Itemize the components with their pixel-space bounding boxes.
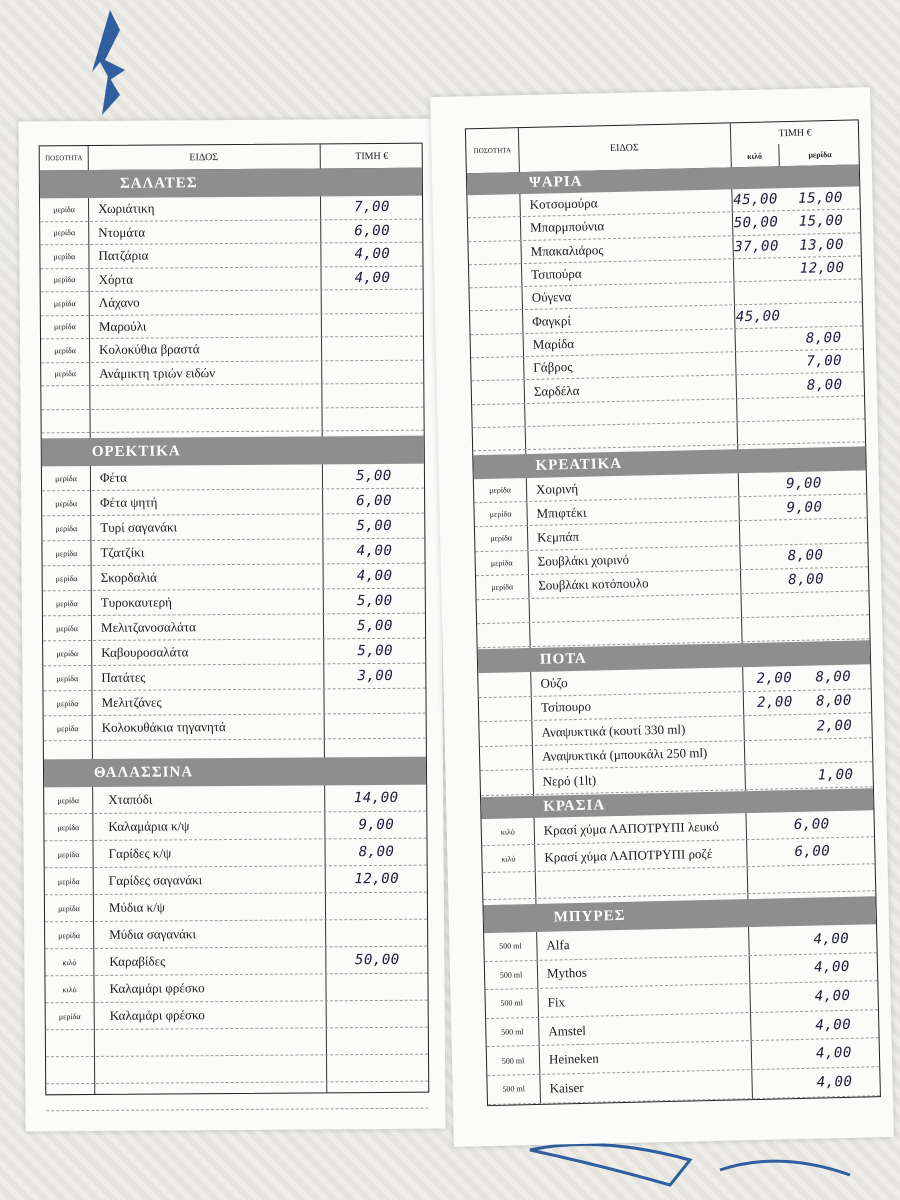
section-band: ΠΟΤΑ — [478, 640, 870, 673]
handwritten-price-secondary — [784, 396, 866, 420]
menu-row — [42, 539, 424, 567]
section-band: ΜΠΥΡΕΣ — [483, 896, 876, 933]
item-name: Μύδια σαγανάκι — [109, 926, 197, 942]
handwritten-price-secondary: 8,00 — [806, 376, 843, 394]
item-name: Γαρίδες σαγανάκι — [108, 872, 203, 888]
item-name: Τσίπουρο — [540, 698, 592, 716]
handwritten-price — [756, 592, 857, 617]
portion-unit: μερίδα — [57, 795, 80, 805]
portion-unit — [472, 380, 524, 403]
portion-unit: 500 ml — [501, 1027, 524, 1037]
handwritten-price — [737, 421, 785, 444]
menu-row — [40, 219, 422, 245]
handwritten-price: 4,00 — [354, 269, 391, 286]
item-name: Αναψυκτικά (μπουκάλι 250 ml) — [541, 745, 708, 765]
portion-unit: μερίδα — [57, 822, 80, 832]
item-name: Καλαμάρι φρέσκο — [109, 980, 205, 996]
menu-row — [45, 920, 427, 950]
portion-unit — [41, 409, 89, 432]
handwritten-price — [755, 715, 796, 739]
portion-unit: κιλό — [62, 984, 77, 994]
item-name: Κρασί χύμα ΛΑΠΟΤΡΥΠΙ ροζέ — [544, 845, 713, 865]
menu-row — [43, 689, 425, 717]
portion-unit: μερίδα — [56, 698, 79, 708]
portion-unit — [473, 427, 525, 450]
item-name — [104, 1084, 110, 1110]
item-name: Καλαμάρι φρέσκο — [109, 1007, 205, 1023]
handwritten-price-secondary: 8,00 — [815, 692, 852, 710]
portion-unit — [469, 287, 521, 310]
item-name: Ανάμικτη τριών ειδών — [99, 364, 216, 381]
portion-unit: μερίδα — [58, 903, 80, 913]
kilo-header: κιλό — [747, 151, 763, 161]
item-name: Μύδια κ/ψ — [108, 899, 166, 915]
menu-row — [43, 589, 425, 617]
handwritten-price — [734, 328, 782, 351]
handwritten-price — [321, 337, 425, 360]
handwritten-price: 4,00 — [356, 567, 393, 585]
item-header: ΕΙΔΟΣ — [189, 151, 219, 163]
portion-header: μερίδα — [778, 142, 860, 166]
handwritten-price: 45,00 — [733, 191, 779, 209]
handwritten-price: 12,00 — [354, 870, 400, 888]
handwritten-price: 4,00 — [816, 1073, 853, 1091]
handwritten-price-secondary: 8,00 — [805, 329, 842, 347]
item-name: Φαγκρί — [532, 312, 572, 329]
handwritten-price: 5,00 — [356, 517, 393, 535]
menu-row — [44, 714, 426, 742]
handwritten-price: 4,00 — [815, 1016, 852, 1034]
item-name: Ούγενα — [531, 289, 572, 306]
menu-row — [42, 514, 424, 542]
handwritten-price: 2,00 — [756, 669, 793, 687]
portion-unit: μερίδα — [56, 673, 79, 683]
portion-unit — [46, 1030, 94, 1056]
menu-row — [41, 360, 423, 386]
price-header: ΤΙΜΗ € — [778, 126, 812, 139]
handwritten-price: 6,00 — [793, 816, 830, 834]
handwritten-price — [326, 1082, 430, 1109]
portion-unit: 500 ml — [499, 970, 523, 980]
menu-row — [42, 464, 424, 492]
menu-row — [46, 1055, 428, 1085]
handwritten-price: 50,00 — [733, 214, 779, 232]
handwritten-price-secondary: 13,00 — [799, 236, 845, 254]
item-name: Μελιτζάνες — [101, 694, 162, 710]
item-name: Mythos — [546, 965, 587, 982]
portion-unit: μερίδα — [53, 298, 76, 308]
item-name: Kaiser — [549, 1079, 584, 1096]
right-menu-table — [465, 119, 881, 1106]
portion-unit: μερίδα — [55, 473, 77, 483]
menu-row — [45, 839, 427, 869]
handwritten-price-secondary: 2,00 — [816, 717, 853, 735]
portion-unit — [472, 404, 524, 427]
handwritten-price — [733, 281, 781, 304]
section-band: ΚΡΑΣΙΑ — [481, 788, 873, 819]
item-name: Μαρίδα — [532, 335, 575, 352]
menu-row — [46, 1001, 428, 1031]
portion-unit: κιλό — [500, 826, 515, 837]
handwritten-price: 4,00 — [814, 987, 851, 1005]
item-name — [529, 427, 536, 449]
handwritten-price: 8,00 — [788, 571, 825, 589]
item-name — [93, 409, 99, 432]
item-name: Τσιπούρα — [531, 265, 582, 282]
portion-unit: 500 ml — [501, 1055, 525, 1066]
item-name — [533, 623, 540, 646]
portion-unit: μερίδα — [491, 582, 514, 592]
item-name: Fix — [547, 994, 566, 1010]
portion-unit: κιλό — [501, 853, 516, 864]
handwritten-price: 8,00 — [358, 843, 395, 861]
portion-unit: μερίδα — [55, 598, 78, 608]
handwritten-price: 5,00 — [357, 642, 394, 660]
portion-unit: μερίδα — [56, 723, 79, 733]
handwritten-price: 14,00 — [353, 789, 399, 807]
portion-unit: μερίδα — [489, 485, 512, 495]
handwritten-price: 9,00 — [786, 499, 823, 516]
section-band: ΚΡΕΑΤΙΚΑ — [473, 446, 865, 479]
portion-unit: 500 ml — [502, 1084, 525, 1095]
handwritten-price: 8,00 — [787, 547, 824, 565]
item-name — [539, 872, 546, 898]
handwritten-price: 9,00 — [358, 816, 395, 834]
item-name: Κοτσομούρα — [529, 195, 598, 213]
qty-header: ΠΟΣΟΤΗΤΑ — [473, 146, 512, 156]
handwritten-price: 37,00 — [734, 237, 780, 255]
handwritten-price — [325, 974, 429, 1001]
handwritten-price — [736, 398, 784, 421]
handwritten-price: 4,00 — [813, 930, 850, 948]
item-name: Τυρί σαγανάκι — [100, 519, 178, 535]
item-name: Μελιτζανοσαλάτα — [100, 619, 197, 635]
menu-row — [43, 639, 425, 667]
handwritten-price: 50,00 — [354, 951, 400, 969]
handwritten-price-secondary: 15,00 — [798, 213, 844, 231]
portion-unit — [479, 721, 532, 746]
item-name: Καραβίδες — [109, 953, 166, 969]
portion-unit: μερίδα — [56, 648, 79, 658]
handwritten-price — [321, 360, 425, 383]
portion-unit: μερίδα — [53, 322, 76, 332]
left-menu-page — [18, 119, 445, 1132]
price-header: ΤΙΜΗ € — [355, 150, 389, 162]
portion-unit: μερίδα — [53, 204, 76, 214]
item-name: Χοιρινή — [535, 480, 579, 497]
portion-unit: μερίδα — [54, 345, 76, 355]
left-menu-table — [39, 143, 430, 1096]
handwritten-price: 7,00 — [354, 199, 391, 216]
portion-unit: μερίδα — [55, 548, 78, 558]
portion-unit — [470, 311, 522, 334]
handwritten-price: 5,00 — [356, 592, 393, 610]
section-band: ΨΑΡΙΑ — [467, 164, 859, 195]
portion-unit — [477, 623, 530, 647]
item-name: Τζατζίκι — [100, 544, 145, 560]
portion-unit — [483, 872, 536, 899]
handwritten-price: 4,00 — [815, 1044, 852, 1062]
handwritten-price — [755, 519, 856, 544]
portion-unit: μερίδα — [57, 876, 80, 886]
handwritten-price: 3,00 — [357, 667, 394, 685]
item-name: Κρασί χύμα ΛΑΠΟΤΡΥΠΙ λευκό — [543, 818, 719, 838]
item-name: Μπαρμπούνια — [529, 218, 605, 236]
handwritten-price: 6,00 — [354, 222, 391, 239]
handwritten-price — [323, 689, 427, 714]
portion-unit — [478, 672, 531, 697]
handwritten-price-secondary — [781, 280, 863, 304]
portion-unit: μερίδα — [53, 251, 76, 261]
portion-unit: μερίδα — [490, 533, 513, 544]
menu-row — [40, 243, 422, 269]
handwritten-price — [324, 714, 428, 739]
menu-row — [41, 313, 423, 339]
portion-unit: μερίδα — [53, 228, 76, 238]
item-name: Ντομάτα — [98, 224, 146, 240]
menu-row — [41, 290, 423, 316]
item-name: Γαρίδες κ/ψ — [108, 845, 172, 861]
menu-row — [46, 1082, 428, 1112]
handwritten-price: 4,00 — [354, 246, 391, 263]
item-name: Κολοκύθια βραστά — [99, 341, 200, 358]
portion-unit — [467, 194, 519, 217]
menu-row — [41, 384, 423, 410]
portion-unit — [46, 1084, 94, 1110]
handwritten-price-secondary: 7,00 — [806, 353, 843, 370]
item-name: Κολοκυθάκια τηγανητά — [101, 719, 226, 735]
handwritten-price — [325, 920, 429, 947]
qty-header: ΠΟΣΟΤΗΤΑ — [45, 154, 83, 163]
handwritten-price — [756, 764, 797, 788]
item-name: Γάβρος — [533, 359, 573, 376]
menu-row — [44, 812, 426, 842]
portion-unit — [469, 264, 521, 287]
handwritten-price — [326, 1028, 430, 1055]
section-band: ΘΑΛΑΣΣΙΝΑ — [44, 757, 426, 788]
menu-row — [45, 947, 427, 977]
handwritten-price: 6,00 — [356, 492, 393, 510]
menu-row — [41, 337, 423, 363]
handwritten-price-secondary: 1,00 — [817, 766, 854, 784]
item-name: Πατάτες — [101, 669, 146, 685]
handwritten-price — [321, 407, 425, 430]
item-name: Νερό (1lt) — [542, 772, 597, 789]
handwritten-price: 4,00 — [356, 542, 393, 560]
handwritten-price: 6,00 — [794, 843, 831, 861]
item-name — [528, 404, 535, 426]
section-band: ΣΑΛΑΤΕΣ — [40, 168, 422, 199]
item-name: Σκορδαλιά — [100, 569, 157, 585]
fish-pattern-icon — [80, 0, 150, 120]
handwritten-price: 5,00 — [357, 617, 393, 635]
menu-row — [44, 785, 426, 815]
item-name: Φέτα ψητή — [100, 494, 158, 510]
handwritten-price: 9,00 — [785, 474, 823, 492]
item-name: Φέτα — [99, 469, 128, 485]
menu-row — [43, 614, 425, 642]
portion-unit — [46, 1057, 94, 1083]
handwritten-price — [326, 1001, 430, 1028]
portion-unit: 500 ml — [499, 941, 522, 952]
item-name: Σουβλάκι χοιρινό — [537, 551, 630, 569]
handwritten-price — [757, 616, 858, 641]
handwritten-price: 45,00 — [735, 307, 781, 325]
portion-unit: μερίδα — [490, 558, 513, 568]
portion-unit — [468, 241, 520, 264]
handwritten-price-secondary — [785, 419, 867, 443]
item-name — [93, 386, 99, 409]
item-name: Λάχανο — [98, 294, 140, 311]
portion-unit: 500 ml — [500, 998, 524, 1009]
handwritten-price — [321, 290, 425, 313]
handwritten-price-secondary: 8,00 — [815, 668, 852, 686]
item-name: Καλαμάρια κ/ψ — [108, 818, 190, 834]
menu-row — [45, 974, 427, 1004]
menu-row — [46, 1028, 428, 1058]
handwritten-price — [321, 384, 425, 407]
portion-unit — [480, 770, 533, 795]
item-name — [104, 1057, 110, 1083]
item-name: Τυροκαυτερή — [100, 594, 172, 610]
item-name: Χόρτα — [98, 271, 134, 287]
item-name: Μπιφτέκι — [536, 504, 587, 521]
handwritten-price — [325, 893, 429, 920]
portion-unit: μερίδα — [55, 498, 78, 508]
handwritten-price — [735, 351, 783, 374]
portion-unit: μερίδα — [55, 573, 78, 583]
portion-unit — [479, 696, 532, 721]
portion-unit: μερίδα — [56, 623, 78, 633]
handwritten-price — [763, 865, 864, 893]
menu-row — [45, 866, 427, 896]
handwritten-price — [736, 375, 784, 398]
item-name — [533, 599, 540, 622]
menu-row — [42, 489, 424, 517]
handwritten-price — [756, 739, 797, 763]
handwritten-price: 2,00 — [756, 694, 794, 712]
menu-row — [41, 266, 423, 292]
menu-row — [40, 196, 422, 222]
portion-unit — [471, 334, 523, 357]
item-name: Alfa — [546, 936, 570, 953]
item-name: Χταπόδι — [108, 791, 153, 807]
item-name — [104, 1030, 110, 1056]
item-name: Καβουροσαλάτα — [101, 644, 189, 660]
handwritten-price-secondary: 12,00 — [799, 259, 845, 277]
portion-unit — [471, 357, 523, 380]
portion-unit: μερίδα — [57, 849, 80, 859]
right-menu-page — [430, 87, 894, 1147]
handwritten-price — [733, 258, 781, 281]
portion-unit: μερίδα — [489, 509, 512, 520]
portion-unit: μερίδα — [55, 523, 78, 533]
item-name: Σαρδέλα — [533, 382, 580, 399]
handwritten-price-secondary — [796, 738, 875, 763]
handwritten-price — [326, 1055, 430, 1082]
handwritten-price-secondary — [782, 303, 864, 327]
item-name: Μαρούλι — [98, 318, 147, 334]
item-name: Πατζάρια — [98, 247, 149, 264]
handwritten-price: 5,00 — [356, 467, 392, 485]
menu-row — [41, 407, 423, 433]
item-name: Χωριάτικη — [98, 200, 155, 217]
menu-row — [43, 564, 425, 592]
item-name: Amstel — [548, 1022, 587, 1039]
portion-unit — [480, 745, 533, 770]
item-name: Κεμπάπ — [536, 528, 580, 545]
portion-unit: μερίδα — [58, 930, 81, 940]
menu-row — [43, 664, 425, 692]
handwritten-price-secondary: 15,00 — [798, 189, 844, 207]
item-header: ΕΙΔΟΣ — [609, 141, 639, 154]
item-name: Αναψυκτικά (κουτί 330 ml) — [541, 721, 686, 740]
item-name: Σουβλάκι κοτόπουλο — [538, 575, 649, 594]
portion-unit: κιλό — [62, 957, 77, 967]
item-name: Ούζο — [540, 674, 568, 691]
item-name: Heineken — [548, 1050, 599, 1067]
handwritten-price — [321, 313, 425, 336]
item-name: Μπακαλιάρος — [530, 241, 604, 259]
portion-unit: μερίδα — [54, 369, 77, 379]
menu-row — [45, 893, 427, 923]
portion-unit — [477, 599, 530, 623]
portion-unit — [41, 386, 89, 409]
portion-unit: μερίδα — [58, 1011, 81, 1021]
handwritten-price: 4,00 — [813, 959, 851, 977]
portion-unit: μερίδα — [53, 275, 76, 285]
section-band: ΟΡΕΚΤΙΚΑ — [42, 436, 424, 467]
portion-unit — [468, 217, 520, 240]
